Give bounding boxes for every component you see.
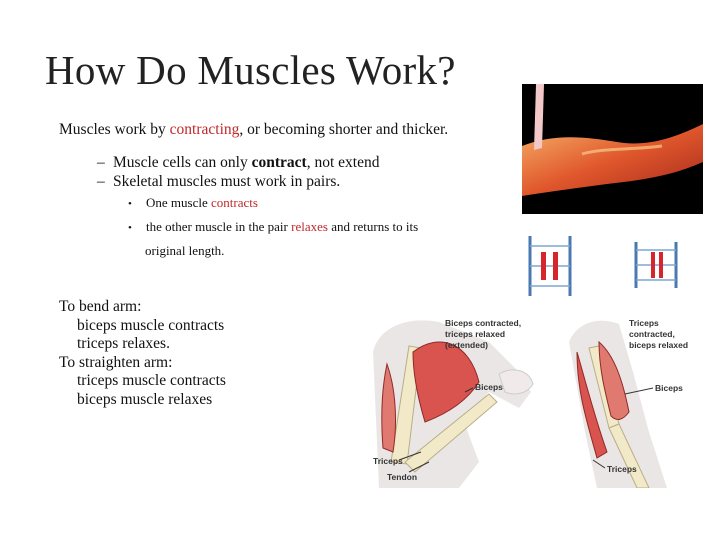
muscle-fiber-photo: [522, 84, 703, 214]
sarcomere-relaxed-diagram: [634, 238, 680, 292]
subpoint-contracts: • One muscle contracts: [128, 195, 258, 210]
dash-marker: –: [97, 154, 105, 171]
intro-text-after: , or becoming shorter and thicker.: [239, 121, 449, 138]
caption-line-2: contracted,: [629, 329, 675, 339]
intro-highlight: contracting: [169, 121, 240, 138]
contract-bold: contract: [251, 154, 307, 171]
straighten-line-1: triceps muscle contracts: [77, 372, 226, 389]
straighten-heading: To straighten arm:: [59, 353, 173, 371]
caption-line-3: (extended): [445, 340, 488, 350]
caption-line-1: Biceps contracted,: [445, 318, 522, 328]
slide-title: How Do Muscles Work?: [45, 47, 456, 93]
subpoint-relaxes-continued: original length.: [145, 243, 225, 258]
dash-marker: –: [97, 173, 105, 190]
label-triceps: Triceps: [607, 464, 637, 474]
bend-heading: To bend arm:: [59, 298, 142, 315]
bullet-marker: •: [128, 222, 132, 234]
bend-line-2: triceps relaxes.: [77, 335, 170, 352]
relaxes-highlight: relaxes: [291, 219, 328, 234]
straighten-line-2: biceps muscle relaxes: [77, 390, 213, 408]
contracts-highlight: contracts: [210, 195, 258, 210]
point-pairs: – Skeletal muscles must work in pairs.: [97, 173, 341, 190]
bullet-marker: •: [128, 198, 132, 210]
arm-extended-illustration: [563, 312, 700, 488]
label-triceps: Triceps: [373, 456, 403, 466]
intro-paragraph: [59, 122, 504, 139]
point-contract: – Muscle cells can only contract, not extend: [97, 154, 380, 171]
caption-line-2: triceps relaxed: [445, 329, 506, 339]
arm-instructions: [59, 298, 226, 409]
caption-line-3: biceps relaxed: [629, 340, 689, 350]
label-biceps: Biceps: [475, 382, 503, 392]
caption-line-1: Triceps: [629, 318, 659, 328]
sarcomere-contracted-diagram: [528, 232, 574, 300]
subpoint-relaxes: • the other muscle in the pair relaxes and returns to its: [128, 219, 419, 234]
label-biceps: Biceps: [655, 383, 683, 393]
intro-text-before: Muscles work by: [59, 121, 170, 138]
arm-flexed-illustration: [369, 312, 539, 488]
bend-line-1: biceps muscle contracts: [77, 316, 225, 334]
label-tendon: Tendon: [387, 472, 418, 482]
